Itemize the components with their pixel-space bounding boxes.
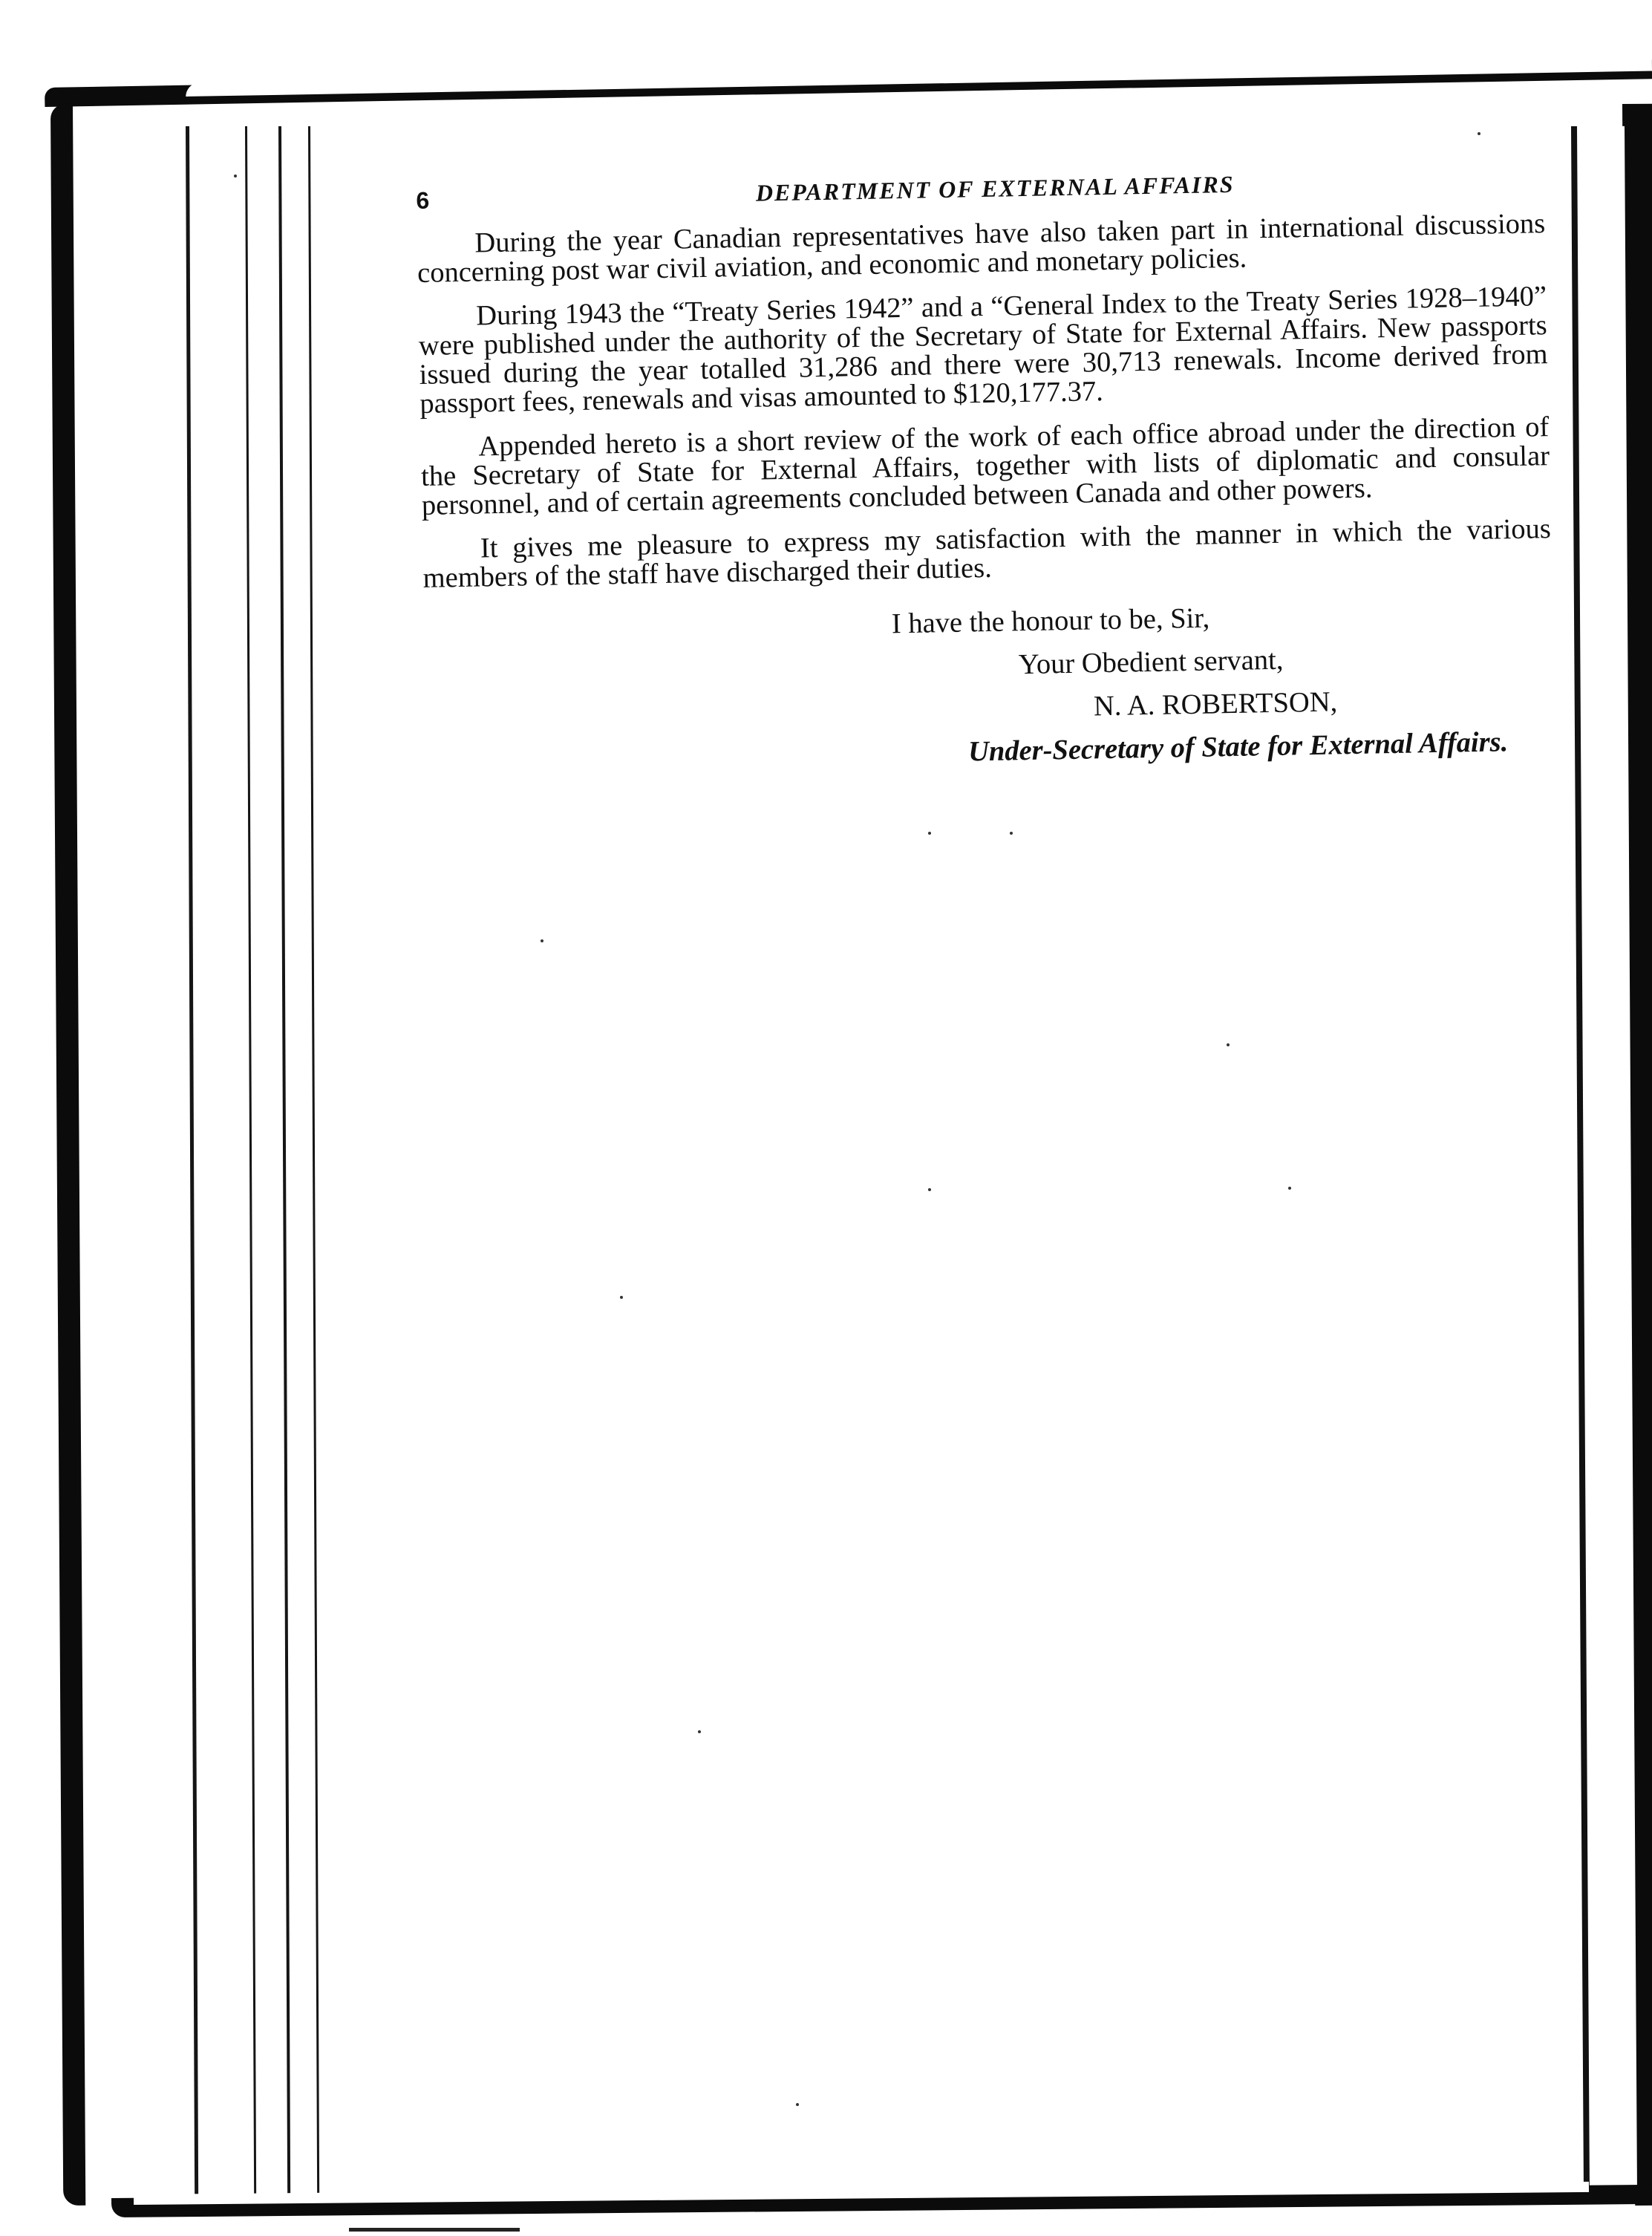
scan-speck — [1478, 132, 1480, 135]
closing-salutation: I have the honour to be, Sir, — [891, 602, 1210, 640]
scan-speck — [796, 2103, 799, 2106]
signer-title: Under-Secretary of State for External Affairs. — [967, 726, 1509, 768]
binding-edge-left — [50, 104, 85, 2206]
scan-speck — [1288, 1187, 1291, 1190]
gutter-line — [278, 126, 290, 2206]
closing-complimentary: Your Obedient servant, — [1018, 644, 1284, 681]
gutter-line — [245, 126, 256, 2206]
paragraph-1: During the year Canadian representatives have also taken part in international discussions concerning post war civil aviation, and economic and monetary policies. — [417, 208, 1546, 289]
running-header-title: DEPARTMENT OF EXTERNAL AFFAIRS — [755, 170, 1235, 206]
page-number: 6 — [416, 186, 430, 214]
letter-closing — [424, 598, 1555, 791]
scan-speck — [234, 175, 237, 177]
gutter-line — [308, 126, 319, 2206]
scan-speck — [541, 939, 543, 942]
bottom-rule — [349, 2228, 520, 2232]
paragraph-3: Appended hereto is a short review of the work of each office abroad under the direction of the Secretary of State for External Affairs, together with lists of diplomatic and consular personnel, and of certain agreements concluded between Canada and other powers. — [420, 411, 1550, 521]
scan-speck — [1010, 832, 1013, 835]
scan-speck — [928, 832, 931, 835]
signer-name: N. A. ROBERTSON, — [1093, 686, 1338, 723]
scan-speck — [928, 1188, 931, 1191]
paragraph-2: During 1943 the “Treaty Series 1942” and a “General Index to the Treaty Series 1928–1940” were published under the authority of the Secretary of State for External Affairs. New passports issued during the year totalled 31,286 and there were 30,713 renewals. Income derived from passport fees, renewals and visas amounted to $120,177.37. — [418, 281, 1548, 420]
scan-speck — [698, 1730, 701, 1733]
document-page — [416, 165, 1555, 791]
paragraph-4: It gives me pleasure to express my satisfaction with the manner in which the various members of the staff have discharged their duties. — [422, 513, 1552, 594]
binding-edge-right-inner — [1571, 126, 1590, 2191]
scan-speck — [620, 1296, 623, 1299]
scan-speck — [1227, 1043, 1230, 1046]
gutter-line — [186, 126, 198, 2206]
